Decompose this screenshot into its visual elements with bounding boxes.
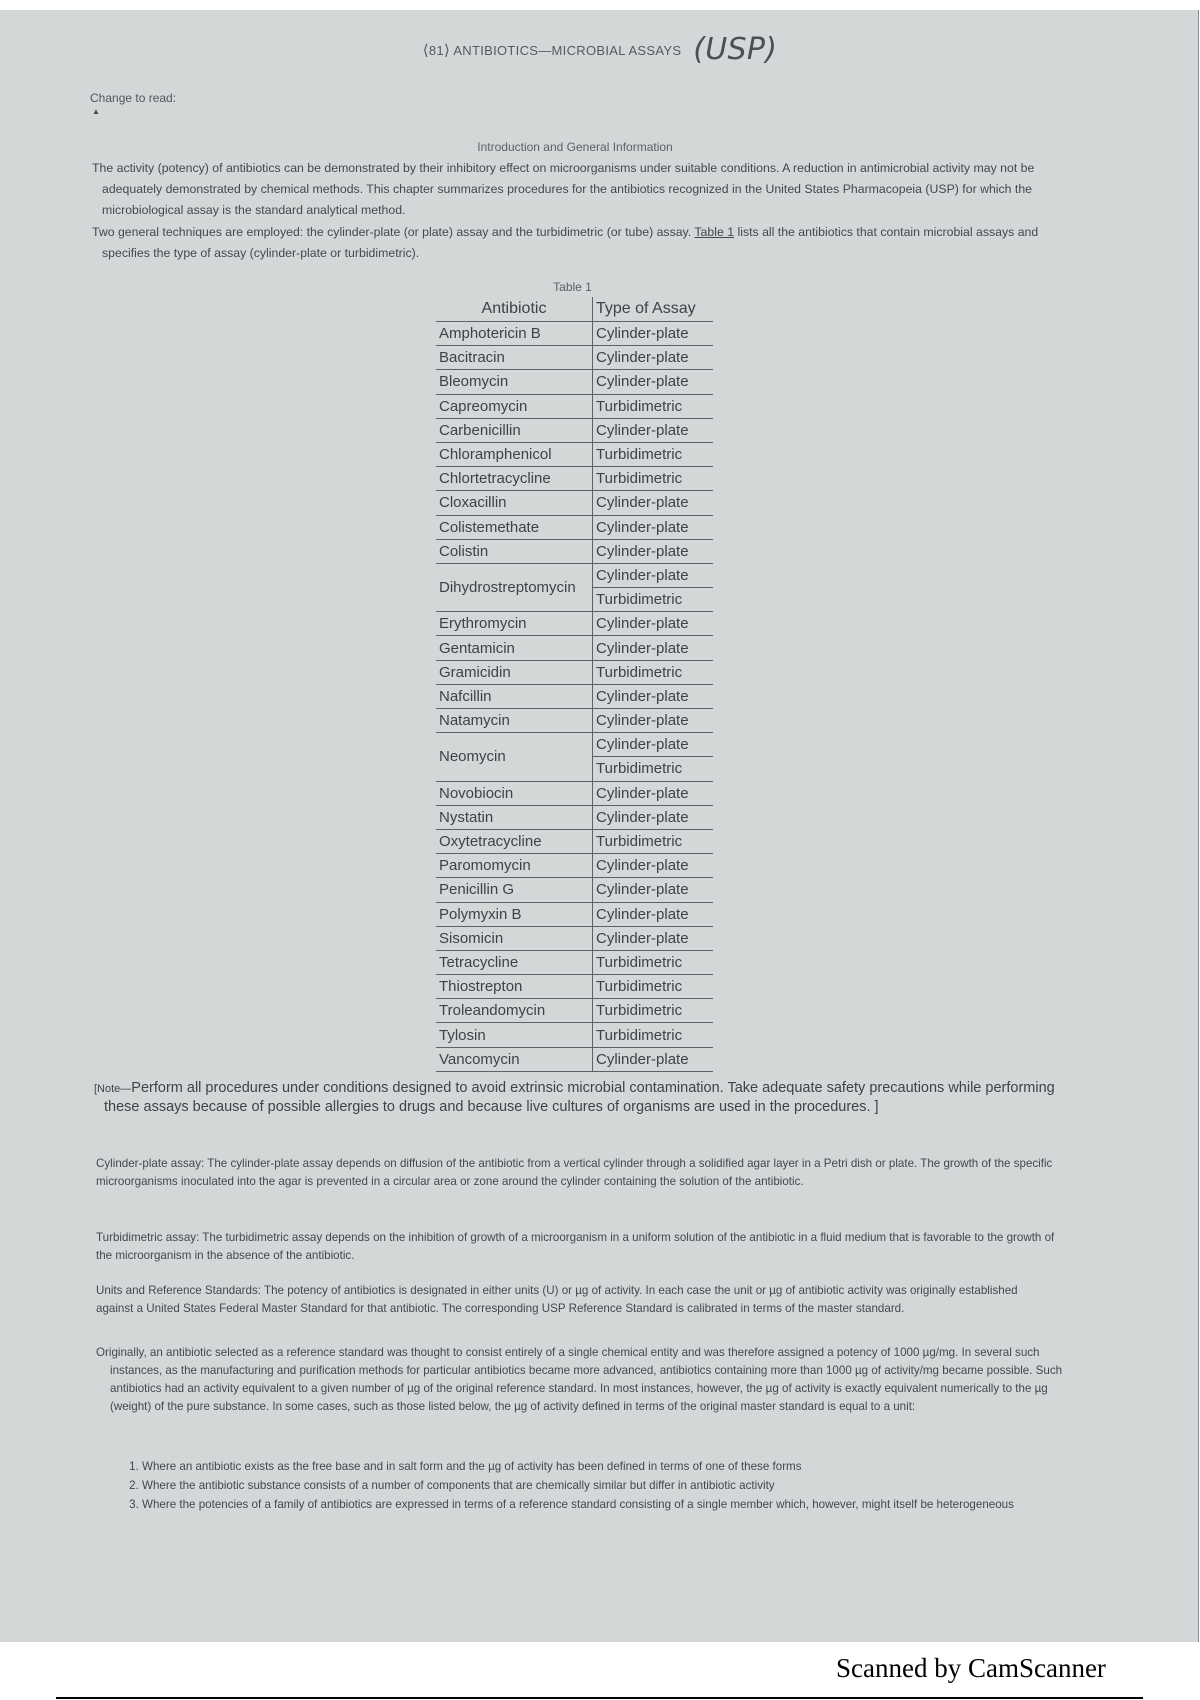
handwritten-usp-note: (USP)	[693, 32, 778, 67]
table-row	[436, 902, 713, 926]
assay-type-cell: Turbidimetric	[593, 660, 714, 684]
assay-type-cell: Turbidimetric	[593, 588, 714, 612]
antibiotic-name-cell: Dihydrostreptomycin	[436, 563, 593, 611]
assay-type-cell: Turbidimetric	[593, 394, 714, 418]
assay-type-cell: Turbidimetric	[593, 829, 714, 853]
assay-type-cell: Cylinder-plate	[593, 322, 714, 346]
table-row	[436, 975, 713, 999]
originally-paragraph: Originally, an antibiotic selected as a reference standard was thought to consist entirely of a single chemical entity and was therefore assigned a potency of 1000 µg/mg. In several such instances, as the manufacturing and purification methods for particular antibiotics became more advanced, antibiotics containing more than 1000 µg of activity/mg became possible. Such antibiotics had an activity equivalent to a given number of µg of the original reference standard. In most instances, however, the µg of activity is exactly equivalent numerically to the µg (weight) of the pure substance. In some cases, such as those listed below, the µg of activity defined in terms of the original master standard is equal to a unit:	[96, 1346, 1063, 1413]
table-row	[436, 854, 713, 878]
column-header-antibiotic: Antibiotic	[436, 297, 593, 322]
antibiotic-name-cell: Natamycin	[436, 709, 593, 733]
assay-type-cell: Cylinder-plate	[593, 1047, 714, 1071]
table-row	[436, 805, 713, 829]
antibiotic-name-cell: Vancomycin	[436, 1047, 593, 1071]
section-heading: Introduction and General Information	[477, 140, 673, 154]
antibiotic-name-cell: Novobiocin	[436, 781, 593, 805]
table-1-link[interactable]: Table 1	[694, 225, 735, 239]
table-row	[436, 370, 713, 394]
table-row	[436, 1047, 713, 1071]
list-item: 3. Where the potencies of a family of antibiotics are expressed in terms of a reference standard consisting of a single member which, however, might itself be heterogeneous	[142, 1495, 1082, 1514]
table-row	[436, 950, 713, 974]
assay-type-cell: Cylinder-plate	[593, 636, 714, 660]
assay-type-cell: Turbidimetric	[593, 467, 714, 491]
antibiotic-name-cell: Bleomycin	[436, 370, 593, 394]
table-row	[436, 636, 713, 660]
scanner-watermark: Scanned by CamScanner	[836, 1653, 1106, 1683]
antibiotic-name-cell: Nystatin	[436, 805, 593, 829]
antibiotic-name-cell: Polymyxin B	[436, 902, 593, 926]
table-row	[436, 829, 713, 853]
intro-paragraph-1: The activity (potency) of antibiotics can be demonstrated by their inhibitory effect on microorganisms under suitable conditions. A reduction in antimicrobial activity may not be adequately demonstrated by chemical methods. This chapter summarizes procedures for the antibiotics recognized in the United States Pharmacopeia (USP) for which the microbiological assay is the standard analytical method.	[92, 161, 1035, 217]
table-body	[436, 322, 713, 1072]
assay-type-cell: Cylinder-plate	[593, 346, 714, 370]
antibiotic-assay-table	[436, 297, 713, 1072]
antibiotic-name-cell: Neomycin	[436, 733, 593, 781]
table-row	[436, 612, 713, 636]
assay-type-cell: Cylinder-plate	[593, 418, 714, 442]
assay-type-cell: Cylinder-plate	[593, 684, 714, 708]
caret-mark-icon: ▲	[92, 107, 100, 116]
table-row	[436, 781, 713, 805]
unit-criteria-list	[120, 1457, 1082, 1514]
antibiotic-name-cell: Sisomicin	[436, 926, 593, 950]
table-row	[436, 418, 713, 442]
table-caption: Table 1	[553, 280, 592, 294]
antibiotic-name-cell: Oxytetracycline	[436, 829, 593, 853]
assay-type-cell: Turbidimetric	[593, 999, 714, 1023]
chapter-number: 81	[428, 43, 444, 58]
list-item: 1. Where an antibiotic exists as the free base and in salt form and the µg of activity has been defined in terms of one of these forms	[142, 1457, 1082, 1476]
note-label: [Note—	[94, 1083, 132, 1095]
table-row	[436, 442, 713, 466]
turbidimetric-assay-paragraph: Turbidimetric assay: The turbidimetric assay depends on the inhibition of growth of a microorganism in a uniform solution of the antibiotic in a fluid medium that is favorable to the growth of the microorganism in the absence of the antibiotic.	[96, 1231, 1055, 1262]
note-text: Perform all procedures under conditions designed to avoid extrinsic microbial contamination. Take adequate safety precautions while performing these assays because of possible allergies to drugs and because live cultures of organisms are used in the procedures. ]	[104, 1080, 1055, 1115]
scanned-page	[0, 10, 1199, 1642]
assay-type-cell: Cylinder-plate	[593, 854, 714, 878]
assay-type-cell: Cylinder-plate	[593, 781, 714, 805]
antibiotic-name-cell: Chlortetracycline	[436, 467, 593, 491]
table-row	[436, 322, 713, 346]
safety-note	[94, 1079, 1074, 1116]
units-reference-standards-paragraph: Units and Reference Standards: The potency of antibiotics is designated in either units (U) or µg of activity. In each case the unit or µg of antibiotic activity was originally established against a United States Federal Master Standard for that antibiotic. The corresponding USP Reference Standard is calibrated in terms of the master standard.	[96, 1284, 1018, 1315]
table-row	[436, 346, 713, 370]
assay-type-cell: Cylinder-plate	[593, 926, 714, 950]
assay-type-cell: Turbidimetric	[593, 442, 714, 466]
table-row	[436, 878, 713, 902]
assay-type-cell: Cylinder-plate	[593, 370, 714, 394]
assay-type-cell: Cylinder-plate	[593, 539, 714, 563]
assay-type-cell: Cylinder-plate	[593, 902, 714, 926]
table-header-row	[436, 297, 713, 322]
antibiotic-name-cell: Tylosin	[436, 1023, 593, 1047]
assay-type-cell: Cylinder-plate	[593, 805, 714, 829]
assay-type-cell: Turbidimetric	[593, 757, 714, 781]
antibiotic-name-cell: Carbenicillin	[436, 418, 593, 442]
assay-type-cell: Cylinder-plate	[593, 733, 714, 757]
antibiotic-name-cell: Colistin	[436, 539, 593, 563]
chapter-header: ⟨81⟩ ANTIBIOTICS—MICROBIAL ASSAYS (USP)	[422, 32, 778, 67]
assay-type-cell: Cylinder-plate	[593, 491, 714, 515]
assay-type-cell: Cylinder-plate	[593, 563, 714, 587]
table-row	[436, 709, 713, 733]
antibiotic-name-cell: Gentamicin	[436, 636, 593, 660]
table-row	[436, 1023, 713, 1047]
chapter-title: ANTIBIOTICS—MICROBIAL ASSAYS	[453, 43, 682, 58]
table-row	[436, 733, 713, 757]
table-row	[436, 684, 713, 708]
antibiotic-name-cell: Chloramphenicol	[436, 442, 593, 466]
table-row	[436, 539, 713, 563]
antibiotic-name-cell: Capreomycin	[436, 394, 593, 418]
list-item: 2. Where the antibiotic substance consists of a number of components that are chemically similar but differ in antibiotic activity	[142, 1476, 1082, 1495]
antibiotic-name-cell: Thiostrepton	[436, 975, 593, 999]
table-row	[436, 926, 713, 950]
table-row	[436, 491, 713, 515]
table-row	[436, 515, 713, 539]
assay-type-cell: Turbidimetric	[593, 950, 714, 974]
table-row	[436, 660, 713, 684]
antibiotic-name-cell: Tetracycline	[436, 950, 593, 974]
antibiotic-name-cell: Gramicidin	[436, 660, 593, 684]
table-row	[436, 563, 713, 587]
antibiotic-name-cell: Bacitracin	[436, 346, 593, 370]
assay-type-cell: Cylinder-plate	[593, 612, 714, 636]
antibiotic-name-cell: Paromomycin	[436, 854, 593, 878]
antibiotic-name-cell: Nafcillin	[436, 684, 593, 708]
table-row	[436, 467, 713, 491]
antibiotic-name-cell: Troleandomycin	[436, 999, 593, 1023]
antibiotic-name-cell: Amphotericin B	[436, 322, 593, 346]
change-to-read-label: Change to read:	[90, 91, 177, 105]
antibiotic-name-cell: Erythromycin	[436, 612, 593, 636]
intro-paragraph-2: Two general techniques are employed: the cylinder-plate (or plate) assay and the turbidimetric (or tube) assay. Table 1 lists all the antibiotics that contain microbial assays and specifies the type of assay (cylinder-plate or turbidimetric).	[92, 225, 1039, 260]
column-header-assay-type: Type of Assay	[593, 297, 714, 322]
cylinder-plate-assay-paragraph: Cylinder-plate assay: The cylinder-plate assay depends on diffusion of the antibiotic from a vertical cylinder through a solidified agar layer in a Petri dish or plate. The growth of the specific microorganisms inoculated into the agar is prevented in a circular area or zone around the cylinder containing the solution of the antibiotic.	[96, 1157, 1053, 1188]
assay-type-cell: Cylinder-plate	[593, 878, 714, 902]
assay-type-cell: Cylinder-plate	[593, 515, 714, 539]
antibiotic-name-cell: Colistemethate	[436, 515, 593, 539]
assay-type-cell: Turbidimetric	[593, 1023, 714, 1047]
footer-divider	[56, 1697, 1143, 1699]
table-row	[436, 394, 713, 418]
assay-type-cell: Turbidimetric	[593, 975, 714, 999]
antibiotic-name-cell: Cloxacillin	[436, 491, 593, 515]
antibiotic-name-cell: Penicillin G	[436, 878, 593, 902]
table-row	[436, 999, 713, 1023]
assay-type-cell: Cylinder-plate	[593, 709, 714, 733]
